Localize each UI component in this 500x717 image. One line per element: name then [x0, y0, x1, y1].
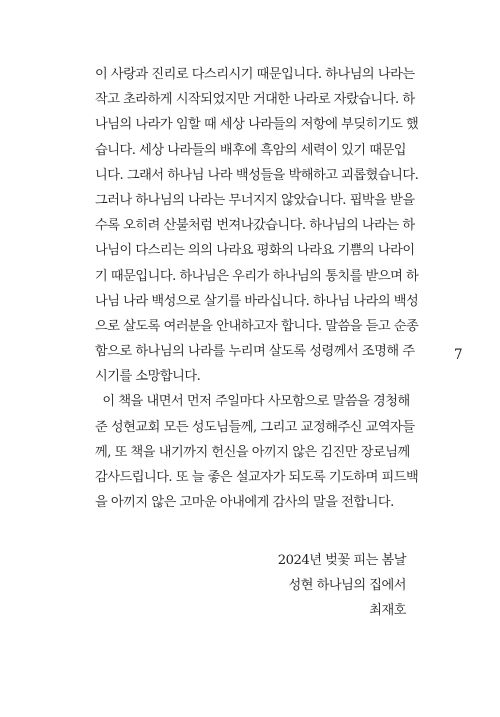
- text-line: 시기를 소망합니다.: [95, 369, 201, 385]
- signature-author: 최재호: [369, 603, 406, 619]
- text-line: 함으로 하나님의 나라를 누리며 살도록 성령께서 조명해 주: [95, 344, 415, 360]
- text-line: 나님 나라 백성으로 살기를 바라십니다. 하나님 나라의 백성: [95, 293, 419, 309]
- thanks-paragraph: [95, 389, 419, 515]
- text-line: 감사드립니다. 또 늘 좋은 설교자가 되도록 기도하며 피드백: [95, 470, 419, 485]
- text-line: 나님이 다스리는 의의 나라요 평화의 나라요 기쁨의 나라이: [95, 243, 415, 259]
- text-line: 이 책을 내면서 먼저 주일마다 사모함으로 말씀을 경청해: [95, 394, 410, 410]
- text-line: 께, 또 책을 내기까지 헌신을 아끼지 않은 김진만 장로님께: [95, 444, 410, 460]
- text-line: 이 사랑과 진리로 다스리시기 때문입니다. 하나님의 나라는: [95, 67, 415, 82]
- text-line: 그러나 하나님의 나라는 무너지지 않았습니다. 핍박을 받을: [95, 192, 415, 208]
- signature-place: 성현 하나님의 집에서: [288, 578, 406, 594]
- text-line: 을 아끼지 않은 고마운 아내에게 감사의 말을 전합니다.: [95, 495, 394, 511]
- signature-block: [278, 548, 406, 624]
- text-line: 작고 초라하게 시작되었지만 거대한 나라로 자랐습니다. 하: [95, 92, 415, 108]
- text-line: 기 때문입니다. 하나님은 우리가 하나님의 통치를 받으며 하: [95, 268, 419, 284]
- text-line: 준 성현교회 모든 성도님들께, 그리고 교정해주신 교역자들: [95, 419, 415, 435]
- signature-date: 2024년 벚꽃 피는 봄날: [277, 553, 406, 568]
- text-line: 으로 살도록 여러분을 안내하고자 합니다. 말씀을 듣고 순종: [95, 318, 419, 334]
- page-number: 7: [454, 347, 463, 363]
- text-line: 습니다. 세상 나라들의 배후에 흑암의 세력이 있기 때문입: [95, 142, 407, 158]
- main-text: [95, 62, 419, 515]
- text-line: 니다. 그래서 하나님 나라 백성들을 박해하고 괴롭혔습니다.: [95, 167, 419, 183]
- text-line: 수록 오히려 산불처럼 번져나갔습니다. 하나님의 나라는 하: [95, 218, 415, 234]
- text-line: 나님의 나라가 임할 때 세상 나라들의 저항에 부딪히기도 했: [95, 117, 419, 133]
- body-paragraph: [95, 62, 419, 389]
